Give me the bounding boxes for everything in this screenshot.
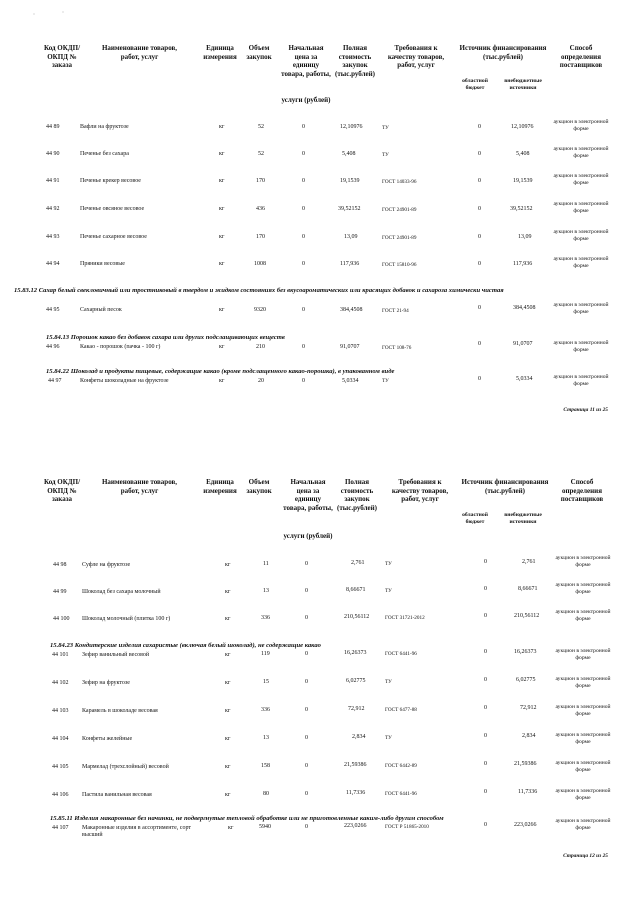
- quality-requirement: ГОСТ 6442-89: [385, 763, 417, 769]
- start-price: 0: [305, 651, 308, 657]
- item-name: Пряники весовые: [80, 261, 125, 267]
- unit: кг: [219, 151, 225, 157]
- regional-budget: 0: [478, 305, 481, 311]
- col-header-total: Полная стоимость закупок (тыс.рублей): [336, 478, 378, 512]
- item-name: Конфеты шоколадные на фруктозе: [80, 378, 169, 384]
- quality-requirement: ГОСТ 6441-96: [385, 791, 417, 797]
- item-name: Печенье овсяное весовое: [80, 206, 145, 212]
- regional-budget: 0: [478, 376, 481, 382]
- quantity: 210: [256, 344, 265, 350]
- extra-budget: 6,02775: [516, 677, 536, 683]
- item-name: Зефир ванильный весовой: [82, 652, 150, 658]
- col-header-total: Полная стоимость закупок (тыс.рублей): [334, 44, 376, 78]
- unit: кг: [225, 792, 231, 798]
- scan-mark: ˈ: [33, 14, 35, 20]
- regional-budget: 0: [478, 151, 481, 157]
- order-number: 44 102: [52, 680, 69, 686]
- quality-requirement: ТУ: [382, 152, 389, 158]
- quantity: 20: [258, 378, 264, 384]
- col-header-regional: областной бюджет: [462, 512, 488, 525]
- category-heading: 15.85.11 Изделия макаронные без начинки, не подвергнутые тепловой обработке или не приготовленные каким-либо другим способом: [50, 815, 444, 822]
- extra-budget: 91,0707: [513, 341, 533, 347]
- quantity: 170: [256, 178, 265, 184]
- unit: кг: [225, 736, 231, 742]
- order-number: 44 91: [46, 178, 60, 184]
- page-sheet-11: [0, 0, 640, 450]
- col-header-volume: Объем закупок: [246, 478, 272, 495]
- extra-budget: 223,0266: [514, 822, 537, 828]
- quality-requirement: ТУ: [385, 679, 392, 685]
- item-name: Сахарный песок: [80, 307, 122, 313]
- quantity: 1008: [254, 261, 266, 267]
- quality-requirement: ГОСТ 6441-96: [385, 651, 417, 657]
- col-header-start-price-top: Начальная цена за единицу товара, работы,: [281, 44, 331, 78]
- quantity: 13: [263, 735, 269, 741]
- total-cost: 6,02775: [346, 678, 366, 684]
- procurement-method: аукцион в электронной форме: [553, 374, 609, 387]
- unit: кг: [225, 764, 231, 770]
- scan-mark: ˈ: [62, 12, 64, 18]
- procurement-method: аукцион в электронной форме: [555, 818, 611, 831]
- quantity: 336: [261, 615, 270, 621]
- quality-requirement: ГОСТ 24901-89: [382, 207, 417, 213]
- unit: кг: [225, 652, 231, 658]
- col-header-regional: областной бюджет: [462, 78, 488, 91]
- start-price: 0: [302, 261, 305, 267]
- start-price: 0: [302, 206, 305, 212]
- quality-requirement: ТУ: [385, 735, 392, 741]
- total-cost: 11,7336: [346, 790, 366, 796]
- quality-requirement: ГОСТ 21-94: [382, 308, 409, 314]
- item-name: Суфле на фруктозе: [82, 562, 131, 568]
- quality-requirement: ТУ: [382, 125, 389, 131]
- quantity: 52: [258, 151, 264, 157]
- col-header-volume: Объем закупок: [246, 44, 272, 61]
- start-price: 0: [305, 763, 308, 769]
- procurement-method: аукцион в электронной форме: [555, 648, 611, 661]
- quality-requirement: ГОСТ Р 51865-2010: [385, 824, 429, 830]
- quantity: 9320: [254, 307, 266, 313]
- col-header-name: Наименование товаров, работ, услуг: [101, 44, 178, 61]
- procurement-method: аукцион в электронной форме: [553, 340, 609, 353]
- total-cost: 384,4508: [340, 307, 363, 313]
- start-price: 0: [302, 234, 305, 240]
- item-name: Зефир на фруктозе: [82, 680, 130, 686]
- procurement-method: аукцион в электронной форме: [555, 760, 611, 773]
- extra-budget: 13,09: [518, 234, 532, 240]
- procurement-method: аукцион в электронной форме: [553, 302, 609, 315]
- unit: кг: [225, 680, 231, 686]
- total-cost: 19,1539: [340, 178, 360, 184]
- total-cost: 210,56112: [344, 614, 370, 620]
- total-cost: 5,408: [342, 151, 356, 157]
- page-number: Страница 11 из 25: [563, 407, 608, 413]
- start-price: 0: [305, 735, 308, 741]
- item-name: Макаронные изделия в ассортименте, сорт высший: [82, 825, 191, 838]
- item-name: Печенье крекер весовое: [80, 178, 141, 184]
- quality-requirement: ТУ: [382, 378, 389, 384]
- col-header-start-price-bottom: услуги (рублей): [281, 96, 331, 104]
- order-number: 44 105: [52, 764, 69, 770]
- page-sheet-12: [0, 450, 640, 905]
- start-price: 0: [305, 561, 308, 567]
- unit: кг: [225, 562, 231, 568]
- quality-requirement: ТУ: [385, 588, 392, 594]
- regional-budget: 0: [478, 341, 481, 347]
- start-price: 0: [305, 791, 308, 797]
- order-number: 44 94: [46, 261, 60, 267]
- unit: кг: [219, 206, 225, 212]
- order-number: 44 103: [52, 708, 69, 714]
- col-header-start-price-top: Начальная цена за единицу товара, работы,: [283, 478, 333, 512]
- unit: кг: [225, 616, 231, 622]
- col-header-extra: внебюджетные источники: [504, 78, 542, 91]
- start-price: 0: [305, 679, 308, 685]
- page-number: Страница 12 из 25: [563, 853, 608, 859]
- order-number: 44 107: [52, 825, 69, 831]
- quality-requirement: ГОСТ 15810-96: [382, 262, 417, 268]
- procurement-method: аукцион в электронной форме: [553, 146, 609, 159]
- total-cost: 39,52152: [338, 206, 361, 212]
- total-cost: 117,936: [340, 261, 360, 267]
- total-cost: 12,10976: [340, 124, 363, 130]
- start-price: 0: [305, 588, 308, 594]
- start-price: 0: [305, 707, 308, 713]
- quantity: 52: [258, 124, 264, 130]
- unit: кг: [219, 234, 225, 240]
- start-price: 0: [302, 344, 305, 350]
- order-number: 44 92: [46, 206, 60, 212]
- procurement-method: аукцион в электронной форме: [555, 582, 611, 595]
- procurement-method: аукцион в электронной форме: [555, 704, 611, 717]
- unit: кг: [225, 708, 231, 714]
- unit: кг: [228, 825, 234, 831]
- total-cost: 2,834: [352, 734, 366, 740]
- procurement-method: аукцион в электронной форме: [553, 119, 609, 132]
- regional-budget: 0: [484, 761, 487, 767]
- regional-budget: 0: [484, 586, 487, 592]
- regional-budget: 0: [484, 733, 487, 739]
- order-number: 44 101: [52, 652, 69, 658]
- category-heading: 15.84.22 Шоколад и продукты пищевые, содержащие какао (кроме подслащенного какао-порошка), в упакованном виде: [46, 368, 395, 375]
- col-header-start-price-bottom: услуги (рублей): [283, 532, 333, 540]
- total-cost: 223,0266: [344, 823, 367, 829]
- quantity: 15: [263, 679, 269, 685]
- order-number: 44 104: [52, 736, 69, 742]
- regional-budget: 0: [484, 705, 487, 711]
- category-heading: 15.84.13 Порошок какао без добавок сахара или других подслащивающих веществ: [46, 334, 285, 341]
- unit: кг: [219, 307, 225, 313]
- order-number: 44 89: [46, 124, 60, 130]
- quantity: 170: [256, 234, 265, 240]
- col-header-name: Наименование товаров, работ, услуг: [101, 478, 178, 495]
- extra-budget: 210,56112: [514, 613, 540, 619]
- col-header-extra: внебюджетные источники: [504, 512, 542, 525]
- procurement-method: аукцион в электронной форме: [553, 201, 609, 214]
- item-name: Шоколад молочный (плитка 100 г): [82, 616, 171, 622]
- order-number: 44 106: [52, 792, 69, 798]
- extra-budget: 8,66671: [518, 586, 538, 592]
- order-number: 44 100: [53, 616, 70, 622]
- total-cost: 2,761: [351, 560, 365, 566]
- col-header-code: Код ОКДП/ ОКПД № заказа: [43, 478, 81, 503]
- quantity: 436: [256, 206, 265, 212]
- total-cost: 5,0334: [342, 378, 359, 384]
- regional-budget: 0: [478, 178, 481, 184]
- regional-budget: 0: [484, 789, 487, 795]
- total-cost: 13,09: [344, 234, 358, 240]
- total-cost: 91,0707: [340, 344, 360, 350]
- category-heading: 15.83.12 Сахар белый свекловичный или тростниковый в твердом и жидком состояниях без вкусоароматических или красящих добавок и сахароза химически чистая: [14, 287, 504, 294]
- start-price: 0: [305, 615, 308, 621]
- item-name: Печенье сахарное весовое: [80, 234, 147, 240]
- extra-budget: 21,59386: [514, 761, 537, 767]
- regional-budget: 0: [484, 822, 487, 828]
- quality-requirement: ГОСТ 24901-89: [382, 235, 417, 241]
- procurement-method: аукцион в электронной форме: [555, 609, 611, 622]
- unit: кг: [219, 261, 225, 267]
- quantity: 5940: [259, 824, 271, 830]
- procurement-method: аукцион в электронной форме: [555, 555, 611, 568]
- item-name: Печенье без сахара: [80, 151, 129, 157]
- quality-requirement: ГОСТ 6477-88: [385, 707, 417, 713]
- item-name: Мармелад (трехслойный) весовой: [82, 764, 169, 770]
- regional-budget: 0: [484, 559, 487, 565]
- unit: кг: [219, 124, 225, 130]
- item-name: Шоколад без сахара молочный: [82, 589, 161, 595]
- extra-budget: 19,1539: [513, 178, 533, 184]
- col-header-requirements: Требования к качеству товаров, работ, услуг: [391, 478, 449, 503]
- quality-requirement: ГОСТ 14033-96: [382, 179, 417, 185]
- procurement-method: аукцион в электронной форме: [553, 256, 609, 269]
- order-number: 44 95: [46, 307, 60, 313]
- procurement-method: аукцион в электронной форме: [555, 676, 611, 689]
- start-price: 0: [302, 151, 305, 157]
- col-header-code: Код ОКДП/ ОКПД № заказа: [43, 44, 81, 69]
- extra-budget: 72,912: [520, 705, 537, 711]
- item-name: Какао - порошок (пачка - 100 г): [80, 344, 161, 350]
- item-name: Вафли на фруктозе: [80, 124, 129, 130]
- start-price: 0: [302, 124, 305, 130]
- quality-requirement: ГОСТ 31721-2012: [385, 615, 425, 621]
- quantity: 80: [263, 791, 269, 797]
- col-header-source: Источник финансирования (тыс.рублей): [461, 478, 549, 495]
- category-heading: 15.84.23 Кондитерские изделия сахаристые (включая белый шоколад), не содержащие какао: [50, 642, 321, 649]
- item-name: Пастила ванильная весовая: [82, 792, 152, 798]
- extra-budget: 2,834: [522, 733, 536, 739]
- procurement-method: аукцион в электронной форме: [553, 173, 609, 186]
- procurement-method: аукцион в электронной форме: [553, 229, 609, 242]
- col-header-unit: Единица измерения: [203, 44, 237, 61]
- start-price: 0: [302, 378, 305, 384]
- total-cost: 8,66671: [346, 587, 366, 593]
- procurement-method: аукцион в электронной форме: [555, 732, 611, 745]
- unit: кг: [219, 178, 225, 184]
- order-number: 44 99: [53, 589, 67, 595]
- col-header-unit: Единица измерения: [203, 478, 237, 495]
- extra-budget: 384,4508: [513, 305, 536, 311]
- col-header-method: Способ определения поставщиков: [560, 478, 604, 503]
- extra-budget: 11,7336: [518, 789, 538, 795]
- total-cost: 16,26373: [344, 650, 367, 656]
- quantity: 158: [261, 763, 270, 769]
- total-cost: 21,59386: [344, 762, 367, 768]
- total-cost: 72,912: [348, 706, 365, 712]
- col-header-source: Источник финансирования (тыс.рублей): [459, 44, 547, 61]
- col-header-method: Способ определения поставщиков: [559, 44, 603, 69]
- order-number: 44 96: [46, 344, 60, 350]
- start-price: 0: [305, 824, 308, 830]
- regional-budget: 0: [478, 234, 481, 240]
- unit: кг: [219, 378, 225, 384]
- extra-budget: 12,10976: [511, 124, 534, 130]
- extra-budget: 5,408: [516, 151, 530, 157]
- item-name: Карамель в шоколаде весовая: [82, 708, 158, 714]
- quantity: 119: [261, 651, 270, 657]
- quality-requirement: ТУ: [385, 561, 392, 567]
- extra-budget: 117,936: [513, 261, 533, 267]
- unit: кг: [225, 589, 231, 595]
- col-header-requirements: Требования к качеству товаров, работ, услуг: [387, 44, 445, 69]
- quantity: 13: [263, 588, 269, 594]
- procurement-method: аукцион в электронной форме: [555, 788, 611, 801]
- order-number: 44 93: [46, 234, 60, 240]
- regional-budget: 0: [484, 649, 487, 655]
- extra-budget: 2,761: [522, 559, 536, 565]
- regional-budget: 0: [478, 124, 481, 130]
- order-number: 44 97: [48, 378, 62, 384]
- unit: кг: [219, 344, 225, 350]
- regional-budget: 0: [484, 613, 487, 619]
- quantity: 336: [261, 707, 270, 713]
- extra-budget: 16,26373: [514, 649, 537, 655]
- quality-requirement: ГОСТ 108-76: [382, 345, 412, 351]
- regional-budget: 0: [478, 206, 481, 212]
- quantity: 11: [263, 561, 269, 567]
- regional-budget: 0: [484, 677, 487, 683]
- order-number: 44 90: [46, 151, 60, 157]
- start-price: 0: [302, 307, 305, 313]
- start-price: 0: [302, 178, 305, 184]
- extra-budget: 39,52152: [510, 206, 533, 212]
- regional-budget: 0: [478, 261, 481, 267]
- order-number: 44 98: [53, 562, 67, 568]
- item-name: Конфеты желейные: [82, 736, 133, 742]
- extra-budget: 5,0334: [516, 376, 533, 382]
